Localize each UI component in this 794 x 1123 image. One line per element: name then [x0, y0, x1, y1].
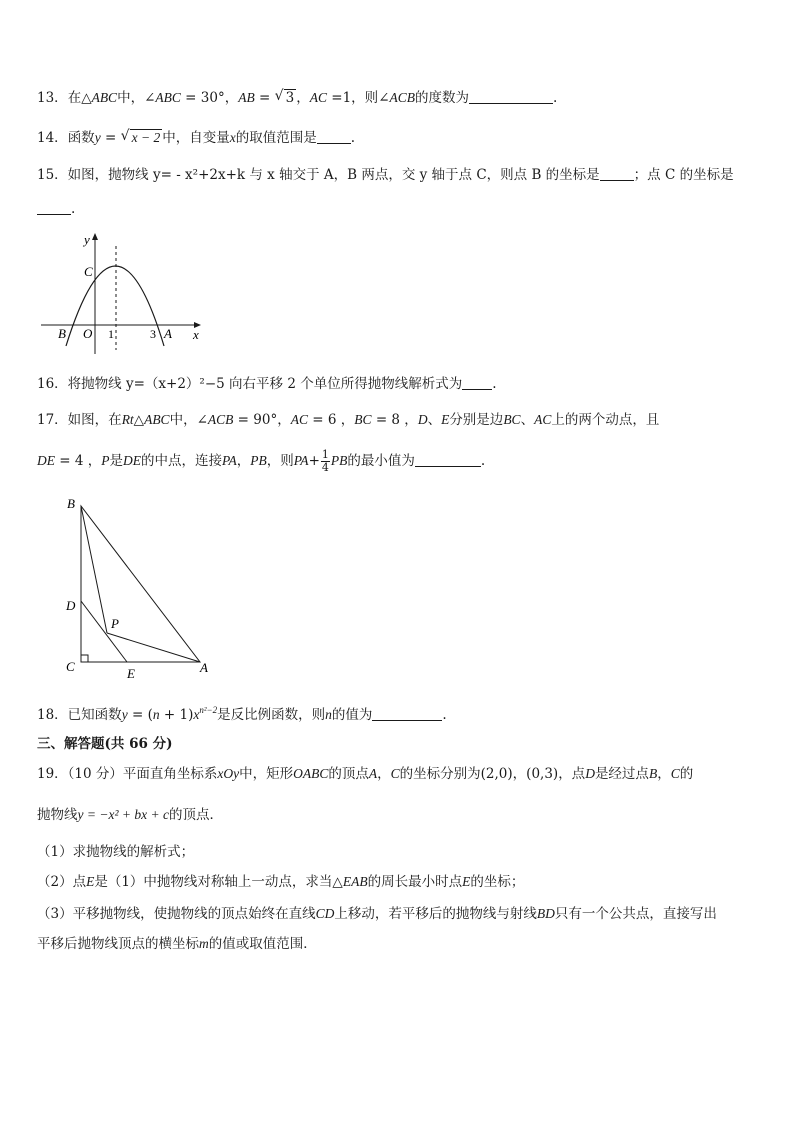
math: EAB — [342, 874, 368, 889]
answer-blank[interactable] — [37, 200, 71, 215]
text: = — [254, 90, 275, 106]
math: D — [585, 766, 595, 781]
math: △ABC — [81, 90, 118, 105]
text: ， — [296, 90, 310, 106]
text: = 30°， — [180, 90, 239, 106]
segment-de — [81, 601, 127, 662]
label-x: x — [193, 327, 199, 342]
text: 17．如图，在 — [37, 412, 122, 428]
text: 的周长最小时点 — [367, 874, 463, 890]
text: 的 — [679, 766, 694, 782]
coordinate: (2,0) — [480, 766, 513, 782]
numerator: 1 — [321, 448, 329, 461]
text: 的顶点 — [328, 766, 369, 782]
text: ， — [512, 766, 527, 782]
text: 上移动，若平移后的抛物线与射线 — [334, 906, 537, 922]
text: 的中点，连接 — [141, 453, 223, 469]
math: P — [101, 453, 110, 468]
label-c: C — [66, 659, 75, 674]
math: xOy — [217, 766, 240, 781]
label-c: C — [84, 264, 93, 279]
triangle-abc — [81, 506, 200, 662]
sqrt-expression — [121, 128, 163, 148]
text: . — [71, 201, 76, 217]
exponent: n²−2 — [199, 705, 218, 715]
math: PA — [222, 453, 237, 468]
math: C — [390, 766, 400, 781]
question-19-part-2 — [37, 872, 757, 892]
math: AC — [534, 412, 552, 427]
text: 是（1）中抛物线对称轴上一动点，求当△ — [94, 874, 343, 890]
math: BC — [354, 412, 372, 427]
math: PB — [330, 453, 348, 468]
text: 的取值范围是 — [235, 130, 317, 146]
math: E — [441, 412, 450, 427]
text: = 4 ， — [55, 453, 102, 469]
text: . — [480, 453, 486, 469]
math: AC — [290, 412, 308, 427]
label-d: D — [66, 598, 76, 613]
radicand: x − 2 — [131, 130, 161, 145]
text: 上的两个动点，且 — [551, 412, 660, 428]
text: 抛物线 — [37, 807, 78, 823]
label-a: A — [200, 660, 208, 675]
text: . — [442, 707, 447, 723]
question-19-part-1: （1）求抛物线的解析式； — [37, 844, 195, 860]
text: = ( — [127, 707, 153, 723]
text: 的值为 — [331, 707, 373, 723]
text: =1，则 — [326, 90, 379, 106]
triangle-figure — [60, 494, 220, 684]
label-1: 1 — [108, 327, 114, 341]
math: m — [199, 936, 209, 951]
right-angle-mark — [81, 655, 88, 662]
math: AC — [309, 90, 327, 105]
math: OABC — [293, 766, 329, 781]
label-p: P — [111, 616, 119, 631]
text: 在 — [67, 90, 82, 106]
answer-blank[interactable] — [415, 452, 481, 467]
text: 是经过点 — [594, 766, 649, 782]
text: 、 — [427, 412, 442, 428]
text: （2）点 — [37, 874, 87, 890]
text: = 8 ， — [371, 412, 418, 428]
label-b: B — [67, 496, 75, 511]
text: ， — [657, 766, 671, 782]
question-19-continued — [37, 805, 757, 825]
text: ，则 — [266, 453, 294, 469]
text: = — [100, 130, 121, 146]
text: ， — [236, 453, 251, 469]
question-15-continued — [37, 199, 757, 219]
text: ，点 — [558, 766, 586, 782]
answer-blank[interactable] — [600, 166, 634, 181]
label-e: E — [127, 666, 135, 681]
text: 是 — [109, 453, 124, 469]
radical-sign: √ — [120, 128, 130, 144]
math: BD — [536, 906, 555, 921]
math: PB — [250, 453, 267, 468]
label-b: B — [58, 326, 66, 341]
text: 中，矩形 — [239, 766, 294, 782]
math: BC — [503, 412, 521, 427]
text: 是反比例函数，则 — [217, 707, 326, 723]
math: y — [121, 707, 128, 722]
question-15 — [37, 165, 757, 185]
text: ， — [377, 766, 391, 782]
answer-blank[interactable] — [469, 89, 553, 104]
math: DE — [37, 453, 55, 468]
text: 、 — [520, 412, 535, 428]
math: n — [325, 707, 332, 722]
label-3: 3 — [150, 327, 156, 341]
text: 16．将抛物线 y=（x+2）²−5 向右平移 2 个单位所得抛物线解析式为 — [37, 376, 463, 392]
radical-sign: √ — [274, 88, 284, 104]
math: CD — [315, 906, 335, 921]
text: 15．如图，抛物线 y= - x²+2x+k 与 x 轴交于 A，B 两点，交 y 轴于点 C，则点 B 的坐标是 — [37, 167, 600, 183]
text: 18．已知函数 — [37, 707, 122, 723]
math: E — [462, 874, 471, 889]
question-number: 14． — [37, 130, 68, 146]
text: ；点 C 的坐标是 — [633, 167, 734, 183]
text: 只有一个公共点，直接写出 — [554, 906, 717, 922]
math: ∠ABC — [144, 90, 181, 105]
answer-blank[interactable] — [462, 375, 492, 390]
segment-bp — [81, 506, 107, 633]
question-16 — [37, 374, 757, 394]
section-title: 三、解答题(共 66 分) — [37, 736, 173, 752]
text: + — [308, 453, 320, 469]
question-17 — [37, 410, 757, 430]
text: 中， — [117, 90, 145, 106]
text: 分别是边 — [449, 412, 504, 428]
math: ∠ACB — [378, 90, 415, 105]
math: n — [152, 707, 160, 722]
math: E — [86, 874, 95, 889]
math: PA — [293, 453, 309, 468]
text: 的值或取值范围． — [208, 936, 317, 952]
question-19-part-3 — [37, 904, 757, 924]
text: 函数 — [67, 130, 95, 146]
math: Rt△ABC — [121, 412, 170, 427]
text: = 90°， — [233, 412, 291, 428]
answer-blank[interactable] — [372, 706, 442, 721]
text: . — [553, 90, 558, 106]
math: AB — [238, 90, 255, 105]
math: B — [648, 766, 658, 781]
question-18 — [37, 700, 757, 725]
text: 中， — [169, 412, 197, 428]
math: A — [368, 766, 378, 781]
text: + 1) — [159, 707, 194, 723]
label-y: y — [84, 232, 90, 247]
math: x — [229, 130, 236, 145]
math: x — [193, 707, 200, 722]
question-13 — [37, 88, 757, 108]
question-17-continued — [37, 449, 757, 474]
coordinate: (0,3) — [526, 766, 559, 782]
text: 19．（10 分）平面直角坐标系 — [37, 766, 218, 782]
segment-pa — [107, 633, 200, 662]
math: y — [94, 130, 101, 145]
text: 中，自变量 — [162, 130, 230, 146]
sqrt-expression — [275, 88, 297, 108]
fraction-one-quarter — [321, 449, 330, 474]
text: （3）平移抛物线，使抛物线的顶点始终在直线 — [37, 906, 316, 922]
text: 的坐标分别为 — [399, 766, 481, 782]
math: DE — [123, 453, 142, 468]
math: y = −x² + bx + c — [77, 807, 169, 822]
label-o: O — [83, 326, 93, 341]
parabola-figure — [36, 228, 206, 358]
label-a: A — [164, 326, 172, 341]
question-19-part-3-continued — [37, 934, 757, 954]
math: C — [670, 766, 680, 781]
text: = 6 ， — [307, 412, 355, 428]
text: 的度数为 — [415, 90, 469, 106]
question-19 — [37, 764, 757, 784]
text: . — [492, 376, 497, 392]
denominator: 4 — [321, 461, 329, 474]
math: ∠ACB — [196, 412, 234, 427]
text: 平移后抛物线顶点的横坐标 — [37, 936, 199, 952]
math: D — [417, 412, 428, 427]
text: 的坐标； — [470, 874, 525, 890]
radicand: 3 — [285, 90, 295, 106]
question-14 — [37, 128, 757, 148]
question-number: 13． — [37, 90, 68, 106]
answer-blank[interactable] — [317, 129, 351, 144]
text: . — [350, 130, 355, 146]
text: 的最小值为 — [347, 453, 415, 469]
text: 的顶点． — [168, 807, 223, 823]
